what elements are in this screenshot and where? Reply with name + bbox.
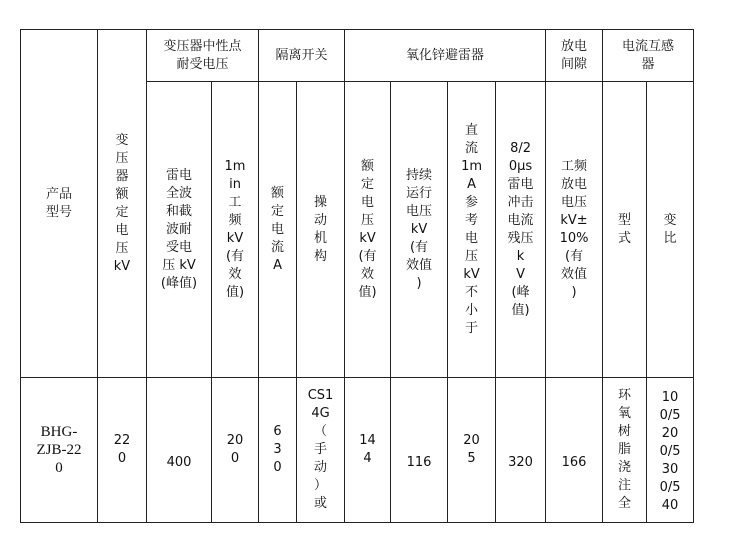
cell-arrester-rated-voltage: 14 4 [345, 378, 391, 523]
header-transformer-neutral: 变压器中性点 耐受电压 [147, 30, 259, 82]
header-residual-voltage: 8/2 0μs 雷电 冲击 电流 残压 k V (峰 值) [496, 82, 546, 378]
cell-ct-type: 环 氧 树 脂 浇 注 全 [603, 378, 647, 523]
header-zno-arrester: 氧化锌避雷器 [345, 30, 546, 82]
spec-table [20, 29, 694, 523]
cell-dc-reference-voltage: 20 5 [448, 378, 496, 523]
header-current-transformer: 电流互感 器 [603, 30, 694, 82]
cell-rated-voltage: 22 0 [98, 378, 147, 523]
header-ct-type: 型 式 [603, 82, 647, 378]
header-continuous-voltage: 持续 运行 电压 kV (有 效值 ) [391, 82, 448, 378]
cell-lightning-withstand: 400 [147, 378, 212, 523]
header-product-model: 产品 型号 [21, 30, 98, 378]
cell-power-freq-withstand: 20 0 [212, 378, 259, 523]
header-power-freq-withstand: 1m in 工 频 kV (有 效 值) [212, 82, 259, 378]
cell-product-model: BHG- ZJB-22 0 [21, 378, 98, 523]
header-dc-reference-voltage: 直 流 1m A 参 考 电 压 kV 不 小 于 [448, 82, 496, 378]
header-rated-voltage: 变 压 器 额 定 电 压 kV [98, 30, 147, 378]
cell-ct-ratio: 10 0/5 20 0/5 30 0/5 40 [647, 378, 694, 523]
header-gap-voltage: 工频 放电 电压 kV± 10% (有 效值 ) [546, 82, 603, 378]
header-row-groups [21, 30, 694, 82]
cell-continuous-voltage: 116 [391, 378, 448, 523]
table-row [21, 378, 694, 523]
header-lightning-withstand: 雷电 全波 和截 波耐 受电 压 kV (峰值) [147, 82, 212, 378]
cell-gap-voltage: 166 [546, 378, 603, 523]
header-ct-ratio: 变 比 [647, 82, 694, 378]
cell-rated-current: 6 3 0 [259, 378, 297, 523]
header-arrester-rated-voltage: 额 定 电 压 kV (有 效 值) [345, 82, 391, 378]
header-rated-current: 额 定 电 流 A [259, 82, 297, 378]
cell-operating-mechanism: CS1 4G （ 手 动 ） 或 [297, 378, 345, 523]
header-discharge-gap: 放电 间隙 [546, 30, 603, 82]
header-operating-mechanism: 操 动 机 构 [297, 82, 345, 378]
header-isolating-switch: 隔离开关 [259, 30, 345, 82]
cell-residual-voltage: 320 [496, 378, 546, 523]
